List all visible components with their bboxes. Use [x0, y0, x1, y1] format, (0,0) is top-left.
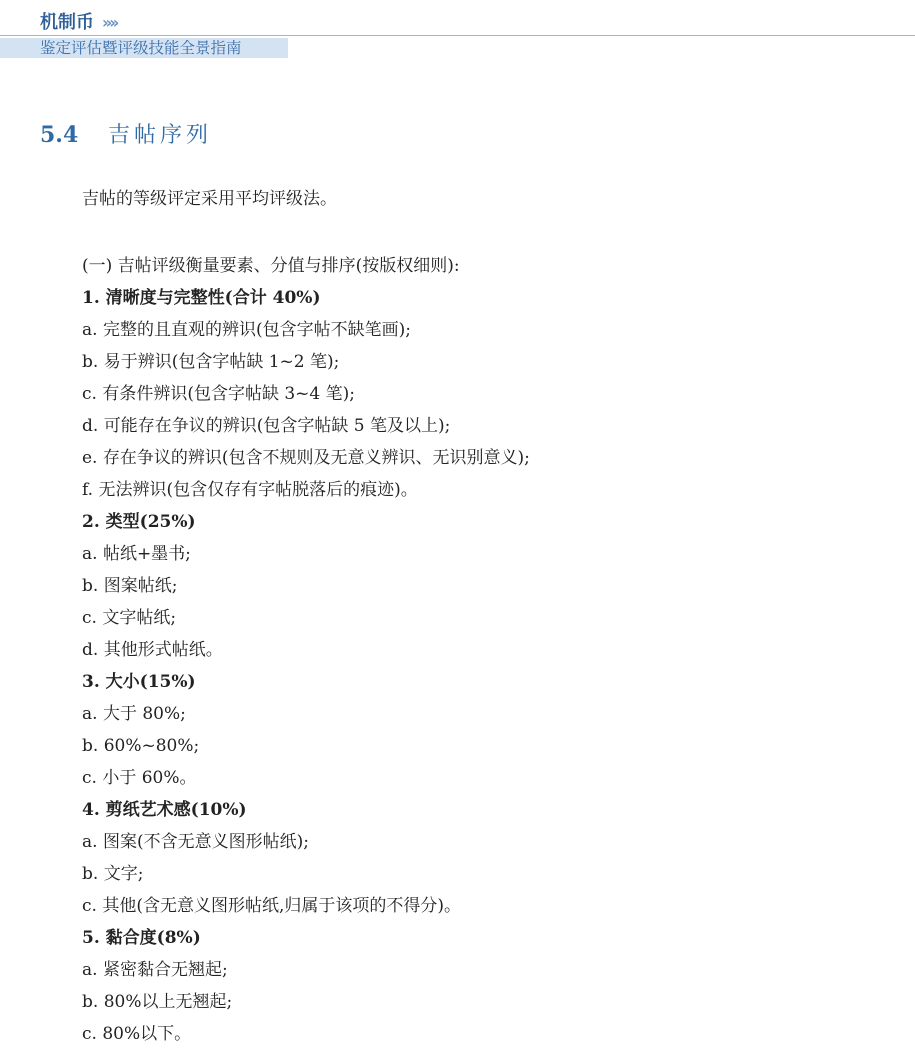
- criterion-item: (一) 吉帖评级衡量要素、分值与排序(按版权细则):: [82, 256, 460, 276]
- criterion-heading: 3. 大小(15%): [82, 672, 196, 692]
- criterion-heading: 4. 剪纸艺术感(10%): [82, 800, 247, 820]
- criterion-heading: 2. 类型(25%): [82, 512, 196, 532]
- criterion-item: c. 小于 60%。: [82, 768, 197, 788]
- header-subtitle: 鉴定评估暨评级技能全景指南: [40, 39, 242, 57]
- chevron-right-icon: ››››: [102, 13, 117, 32]
- criterion-item: b. 60%~80%;: [82, 736, 200, 756]
- criterion-item: c. 80%以下。: [82, 1024, 192, 1044]
- criterion-item: b. 易于辨识(包含字帖缺 1~2 笔);: [82, 352, 340, 372]
- criterion-item: a. 大于 80%;: [82, 704, 186, 724]
- criterion-heading: 5. 黏合度(8%): [82, 928, 201, 948]
- section-number: 5.4: [40, 122, 79, 148]
- header-brand: 机制币: [40, 12, 94, 33]
- criterion-item: f. 无法辨识(包含仅存有字帖脱落后的痕迹)。: [82, 480, 418, 500]
- section-heading: [40, 118, 212, 152]
- header-divider: [0, 35, 915, 36]
- page-header: [0, 0, 915, 62]
- criterion-item: d. 可能存在争议的辨识(包含字帖缺 5 笔及以上);: [82, 416, 451, 436]
- criterion-item: a. 帖纸+墨书;: [82, 544, 191, 564]
- criterion-item: b. 图案帖纸;: [82, 576, 178, 596]
- criterion-item: b. 80%以上无翘起;: [82, 992, 233, 1012]
- section-title: 吉帖序列: [108, 123, 213, 148]
- criterion-item: a. 紧密黏合无翘起;: [82, 960, 228, 980]
- criterion-heading: 1. 清晰度与完整性(合计 40%): [82, 288, 321, 308]
- criterion-item: c. 有条件辨识(包含字帖缺 3~4 笔);: [82, 384, 356, 404]
- criteria-list: [82, 250, 902, 1050]
- criterion-item: a. 图案(不含无意义图形帖纸);: [82, 832, 309, 852]
- criterion-item: c. 文字帖纸;: [82, 608, 177, 628]
- criterion-item: a. 完整的且直观的辨识(包含字帖不缺笔画);: [82, 320, 411, 340]
- intro-paragraph: 吉帖的等级评定采用平均评级法。: [82, 189, 337, 209]
- criterion-item: d. 其他形式帖纸。: [82, 640, 223, 660]
- criterion-item: b. 文字;: [82, 864, 144, 884]
- criterion-item: e. 存在争议的辨识(包含不规则及无意义辨识、无识别意义);: [82, 448, 530, 468]
- criterion-item: c. 其他(含无意义图形帖纸,归属于该项的不得分)。: [82, 896, 461, 916]
